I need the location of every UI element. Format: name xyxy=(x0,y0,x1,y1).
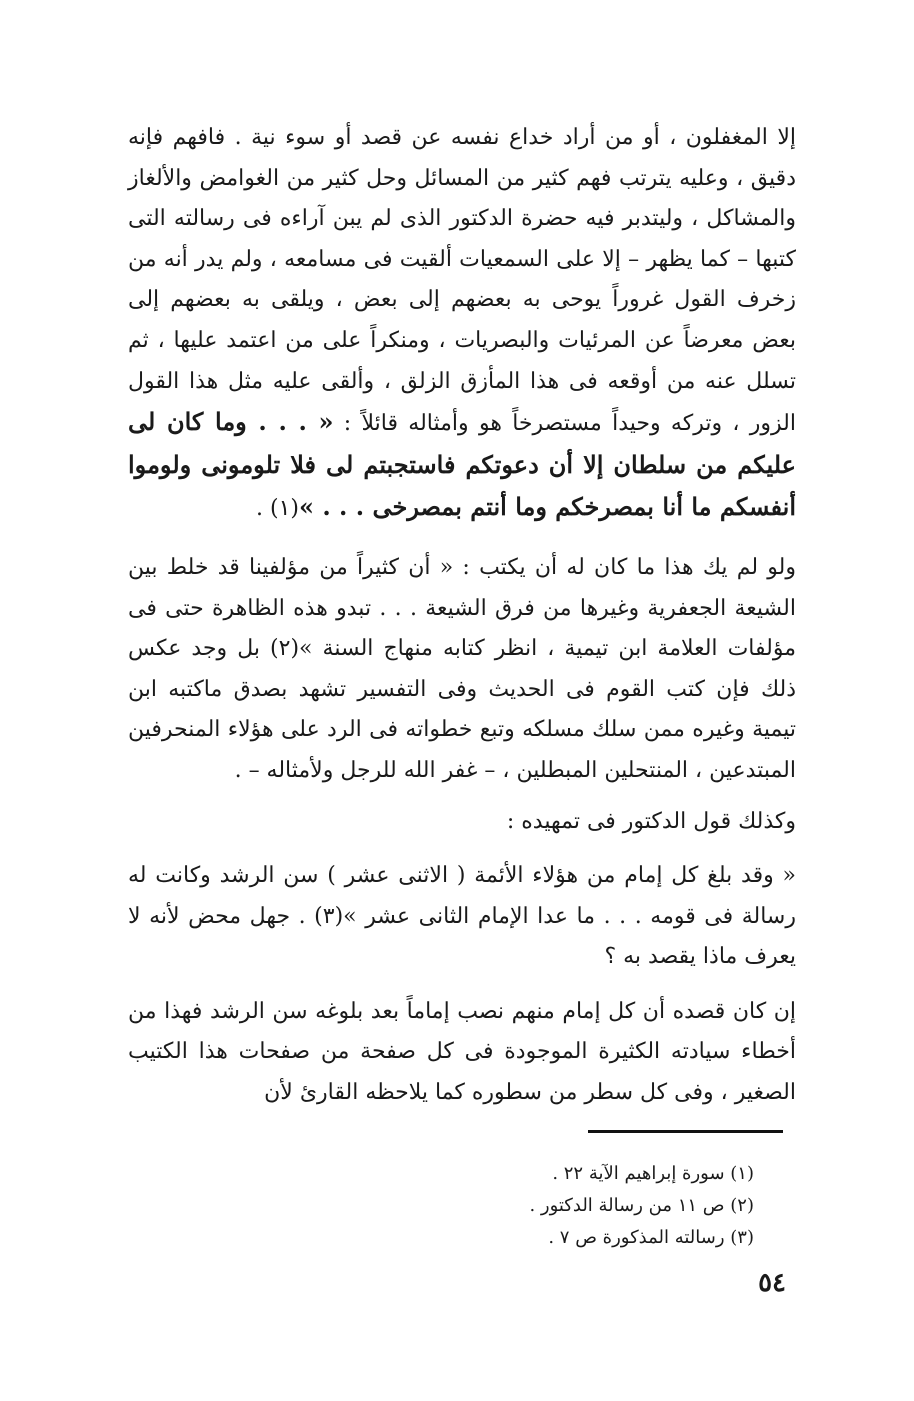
footnote-divider xyxy=(588,1130,783,1133)
footnote-3: (٣) رسالته المذكورة ص ٧ . xyxy=(548,1227,754,1248)
paragraph-2: ولو لم يك هذا ما كان له أن يكتب : « أن كثيراً من مؤلفينا قد خلط بين الشيعة الجعفرية وغيرها من فرق الشيعة . . . تبدو هذه الظاهرة حتى فى مؤلفات العلامة ابن تيمية ، انظر كتابه منهاج السنة »(٢) بل وجد عكس ذلك فإن كتب القوم فى الحديث وفى التفسير تشهد بصدق ماكتبه ابن تيمية وغيره ممن سلك مسلكه وتبع خطواته فى الرد على هؤلاء المنحرفين المبتدعين ، المنتحلين المبطلين ، – غفر الله للرجل ولأمثاله – . xyxy=(128,554,796,783)
paragraph-5: إن كان قصده أن كل إمام منهم نصب إماماً بعد بلوغه سن الرشد فهذا من أخطاء سيادته الكثيرة الموجودة فى كل صفحة من صفحات هذا الكتيب الصغير ، وفى كل سطر من سطوره كما يلاحظه القارئ لأن xyxy=(128,998,796,1106)
paragraph-1-text: إلا المغفلون ، أو من أراد خداع نفسه عن قصد أو سوء نية . فافهم فإنه دقيق ، وعليه يترتب فهم كثير من المسائل وحل كثير من الغوامض والألغاز والمشاكل ، وليتدبر فيه حضرة الدكتور الذى لم يبن آراءه فى رسالته التى كتبها – كما يظهر – إلا على السمعيات ألقيت فى مسامعه ، ولم يدر أنه من زخرف القول غروراً يوحى به بعضهم إلى بعض ، ويلقى به بعضهم إلى بعض معرضاً عن المرئيات والبصريات ، ومنكراً على من اعتمد عليها ، ثم تسلل عنه من أوقعه فى هذا المأزق الزلق ، وألقى عليه مثل هذا القول الزور ، وتركه وحيداً مستصرخاً هو وأمثاله قائلاً : xyxy=(128,125,796,437)
paragraph-1 xyxy=(128,118,796,530)
paragraph-4: « وقد بلغ كل إمام من هؤلاء الأئمة ( الاثنى عشر ) سن الرشد وكانت له رسالة فى قومه . . . ما عدا الإمام الثانى عشر »(٣) . جهل محض لأنه لا يعرف ماذا يقصد به ؟ xyxy=(128,863,796,970)
quran-quote: « . . . وما كان لى عليكم من سلطان إلا أن دعوتكم فاستجبتم لى فلا تلومونى ولوموا أنفسكم ما أنا بمصرخكم وما أنتم بمصرخى . . . » xyxy=(128,407,796,522)
footnote-2: (٢) ص ١١ من رسالة الدكتور . xyxy=(529,1195,754,1216)
page-number: ٥٤ xyxy=(758,1268,786,1298)
footnotes xyxy=(334,1158,754,1254)
body-text xyxy=(128,118,796,1114)
footnote-1: (١) سورة إبراهيم الآية ٢٢ . xyxy=(552,1163,754,1184)
footnote-ref-1: (١) . xyxy=(255,496,299,522)
paragraph-3: وكذلك قول الدكتور فى تمهيده : xyxy=(506,808,796,834)
